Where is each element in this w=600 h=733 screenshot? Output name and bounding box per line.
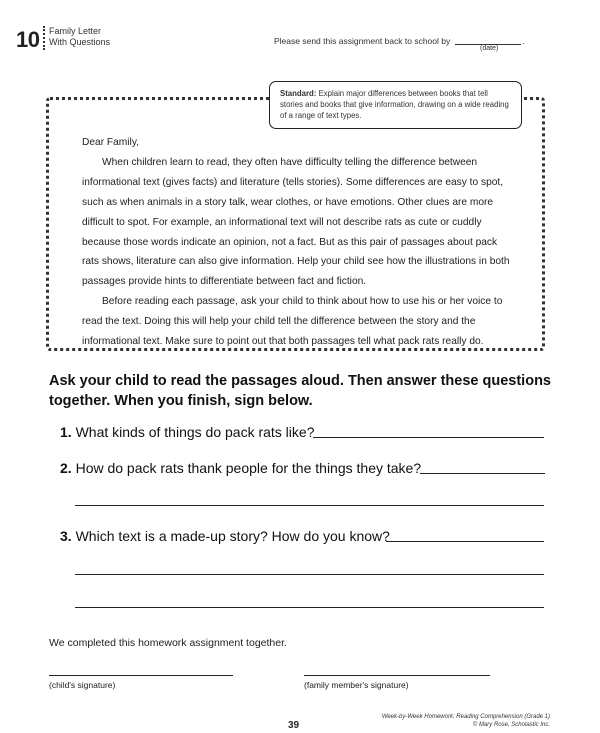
family-signature-label: (family member's signature) xyxy=(304,680,409,690)
letter-salutation: Dear Family, xyxy=(82,137,139,148)
send-back-end: . xyxy=(522,36,525,46)
instructions: Ask your child to read the passages aloud. Then answer these questions together. When you finish, sign below. xyxy=(49,373,551,409)
question-3 xyxy=(60,528,390,544)
question-1-text: What kinds of things do pack rats like? xyxy=(75,424,315,440)
send-back-text: Please send this assignment back to school by xyxy=(274,36,451,46)
question-2 xyxy=(60,460,421,476)
answer-2-line-2[interactable] xyxy=(75,505,544,506)
standard-text: Explain major differences between books that tell stories and books that give information, drawing on a wide reading of a range of text types. xyxy=(280,89,509,120)
letter-paragraph-1: When children learn to read, they often have difficulty telling the difference between informational text (gives facts) and literature (tells stories). Some differences are easy to spot, such as when animals in a story talk, wear clothes, or have emotions. Other clues are more difficult to spot. For example, an informational text will not describe rats as cute or cuddly because those words indicate an opinion, not a fact. But as this pair of passages about pack rats shows, literature can also give information. Help your child see how the illustrations in both passages provide hints to differentiate between fact and fiction. xyxy=(82,156,510,288)
completion-statement: We completed this homework assignment together. xyxy=(49,637,287,649)
footer-credit xyxy=(350,713,550,729)
family-signature-line[interactable] xyxy=(304,675,490,676)
standard-box xyxy=(269,81,522,129)
child-signature-label: (child's signature) xyxy=(49,680,116,690)
answer-2-line-1[interactable] xyxy=(420,473,545,474)
page-number: 10 xyxy=(16,27,40,52)
answer-1-line-1[interactable] xyxy=(313,437,544,438)
section-label-line1: Family Letter xyxy=(49,26,102,36)
answer-3-line-3[interactable] xyxy=(75,607,544,608)
footer-credit-line1: Week-by-Week Homework: Reading Comprehension (Grade 1) xyxy=(381,714,550,720)
standard-label: Standard: xyxy=(280,89,317,98)
letter-paragraph-2: Before reading each passage, ask your child to think about how to use his or her voice to read the text. Doing this will help your child tell the difference between the story and the informational text. Make sure to point out that both passages tell what pack rats really do. xyxy=(82,296,503,348)
section-label-line2: With Questions xyxy=(49,37,111,47)
question-3-number: 3. xyxy=(60,528,72,544)
header-divider xyxy=(43,26,45,50)
family-letter xyxy=(82,133,514,352)
question-1 xyxy=(60,424,314,440)
question-1-number: 1. xyxy=(60,424,72,440)
footer-credit-line2: © Mary Rose, Scholastic Inc. xyxy=(472,722,550,728)
question-3-text: Which text is a made-up story? How do you know? xyxy=(75,528,390,544)
answer-3-line-1[interactable] xyxy=(386,541,544,542)
question-2-number: 2. xyxy=(60,460,72,476)
answer-3-line-2[interactable] xyxy=(75,574,544,575)
footer-page-number: 39 xyxy=(288,720,300,731)
child-signature-line[interactable] xyxy=(49,675,233,676)
question-2-text: How do pack rats thank people for the things they take? xyxy=(75,460,422,476)
section-label xyxy=(49,26,110,48)
date-label: (date) xyxy=(480,45,499,52)
